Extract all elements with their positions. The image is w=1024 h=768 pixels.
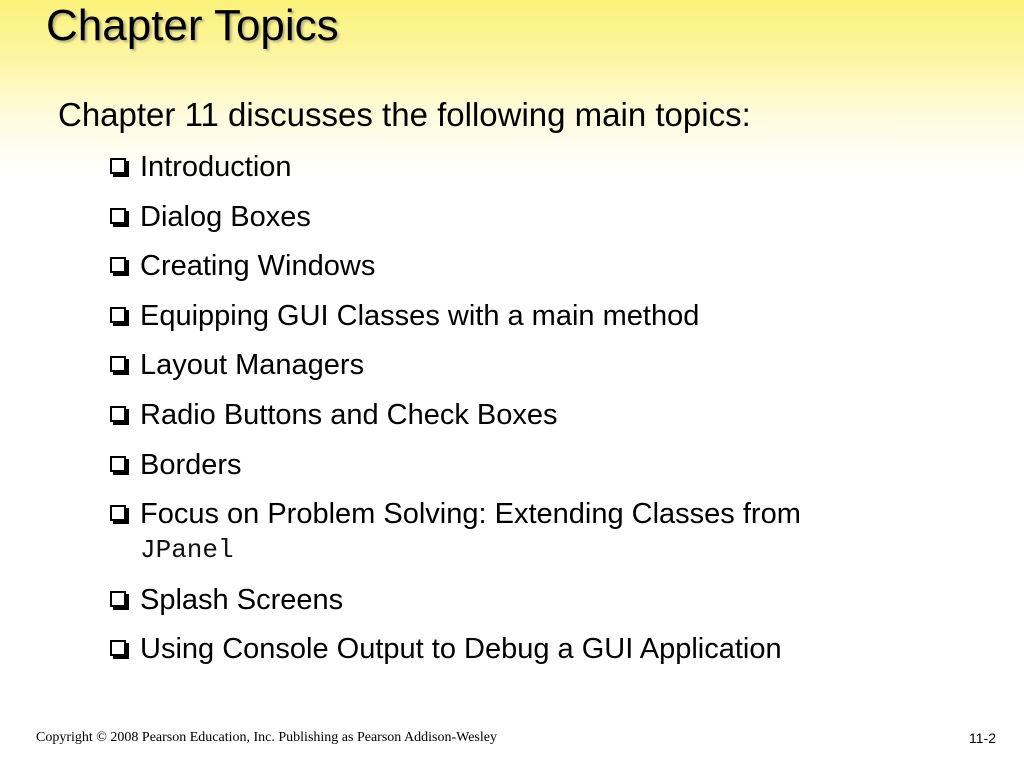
slide-title: Chapter Topics (46, 1, 339, 50)
topic-text: Radio Buttons and Check Boxes (140, 398, 558, 431)
topic-text: Borders (140, 448, 242, 481)
topic-item (110, 249, 970, 283)
topic-text: Equipping GUI Classes with a main method (140, 299, 700, 332)
topic-item (110, 150, 970, 184)
checkbox-icon (110, 406, 130, 426)
topic-text-multiline (140, 497, 801, 567)
code-text-jpanel: JPanel (140, 535, 234, 566)
page-number: 11-2 (969, 730, 996, 746)
copyright-footer: Copyright © 2008 Pearson Education, Inc. Publishing as Pearson Addison-Wesley (36, 730, 497, 745)
topic-text: Focus on Problem Solving: Extending Classes from (140, 498, 801, 531)
checkbox-icon (110, 158, 130, 178)
topic-text: Using Console Output to Debug a GUI Application (140, 633, 782, 666)
topic-text: Splash Screens (140, 583, 344, 616)
topic-text: Introduction (140, 151, 292, 183)
topic-text: Creating Windows (140, 250, 376, 283)
topic-item (110, 583, 970, 617)
topic-item (110, 200, 970, 234)
topic-list (110, 150, 970, 682)
checkbox-icon (110, 456, 130, 476)
checkbox-icon (110, 640, 130, 660)
topic-item (110, 299, 970, 333)
checkbox-icon (110, 307, 130, 327)
checkbox-icon (110, 356, 130, 376)
topic-text: Dialog Boxes (140, 200, 311, 233)
topic-item (110, 348, 970, 382)
checkbox-icon (110, 257, 130, 277)
checkbox-icon (110, 505, 130, 525)
topic-item (110, 448, 970, 482)
checkbox-icon (110, 591, 130, 611)
topic-item (110, 632, 970, 666)
topic-item (110, 497, 970, 567)
topic-item (110, 398, 970, 432)
topic-text: Layout Managers (140, 349, 365, 382)
slide-intro: Chapter 11 discusses the following main topics: (58, 96, 751, 133)
checkbox-icon (110, 208, 130, 228)
